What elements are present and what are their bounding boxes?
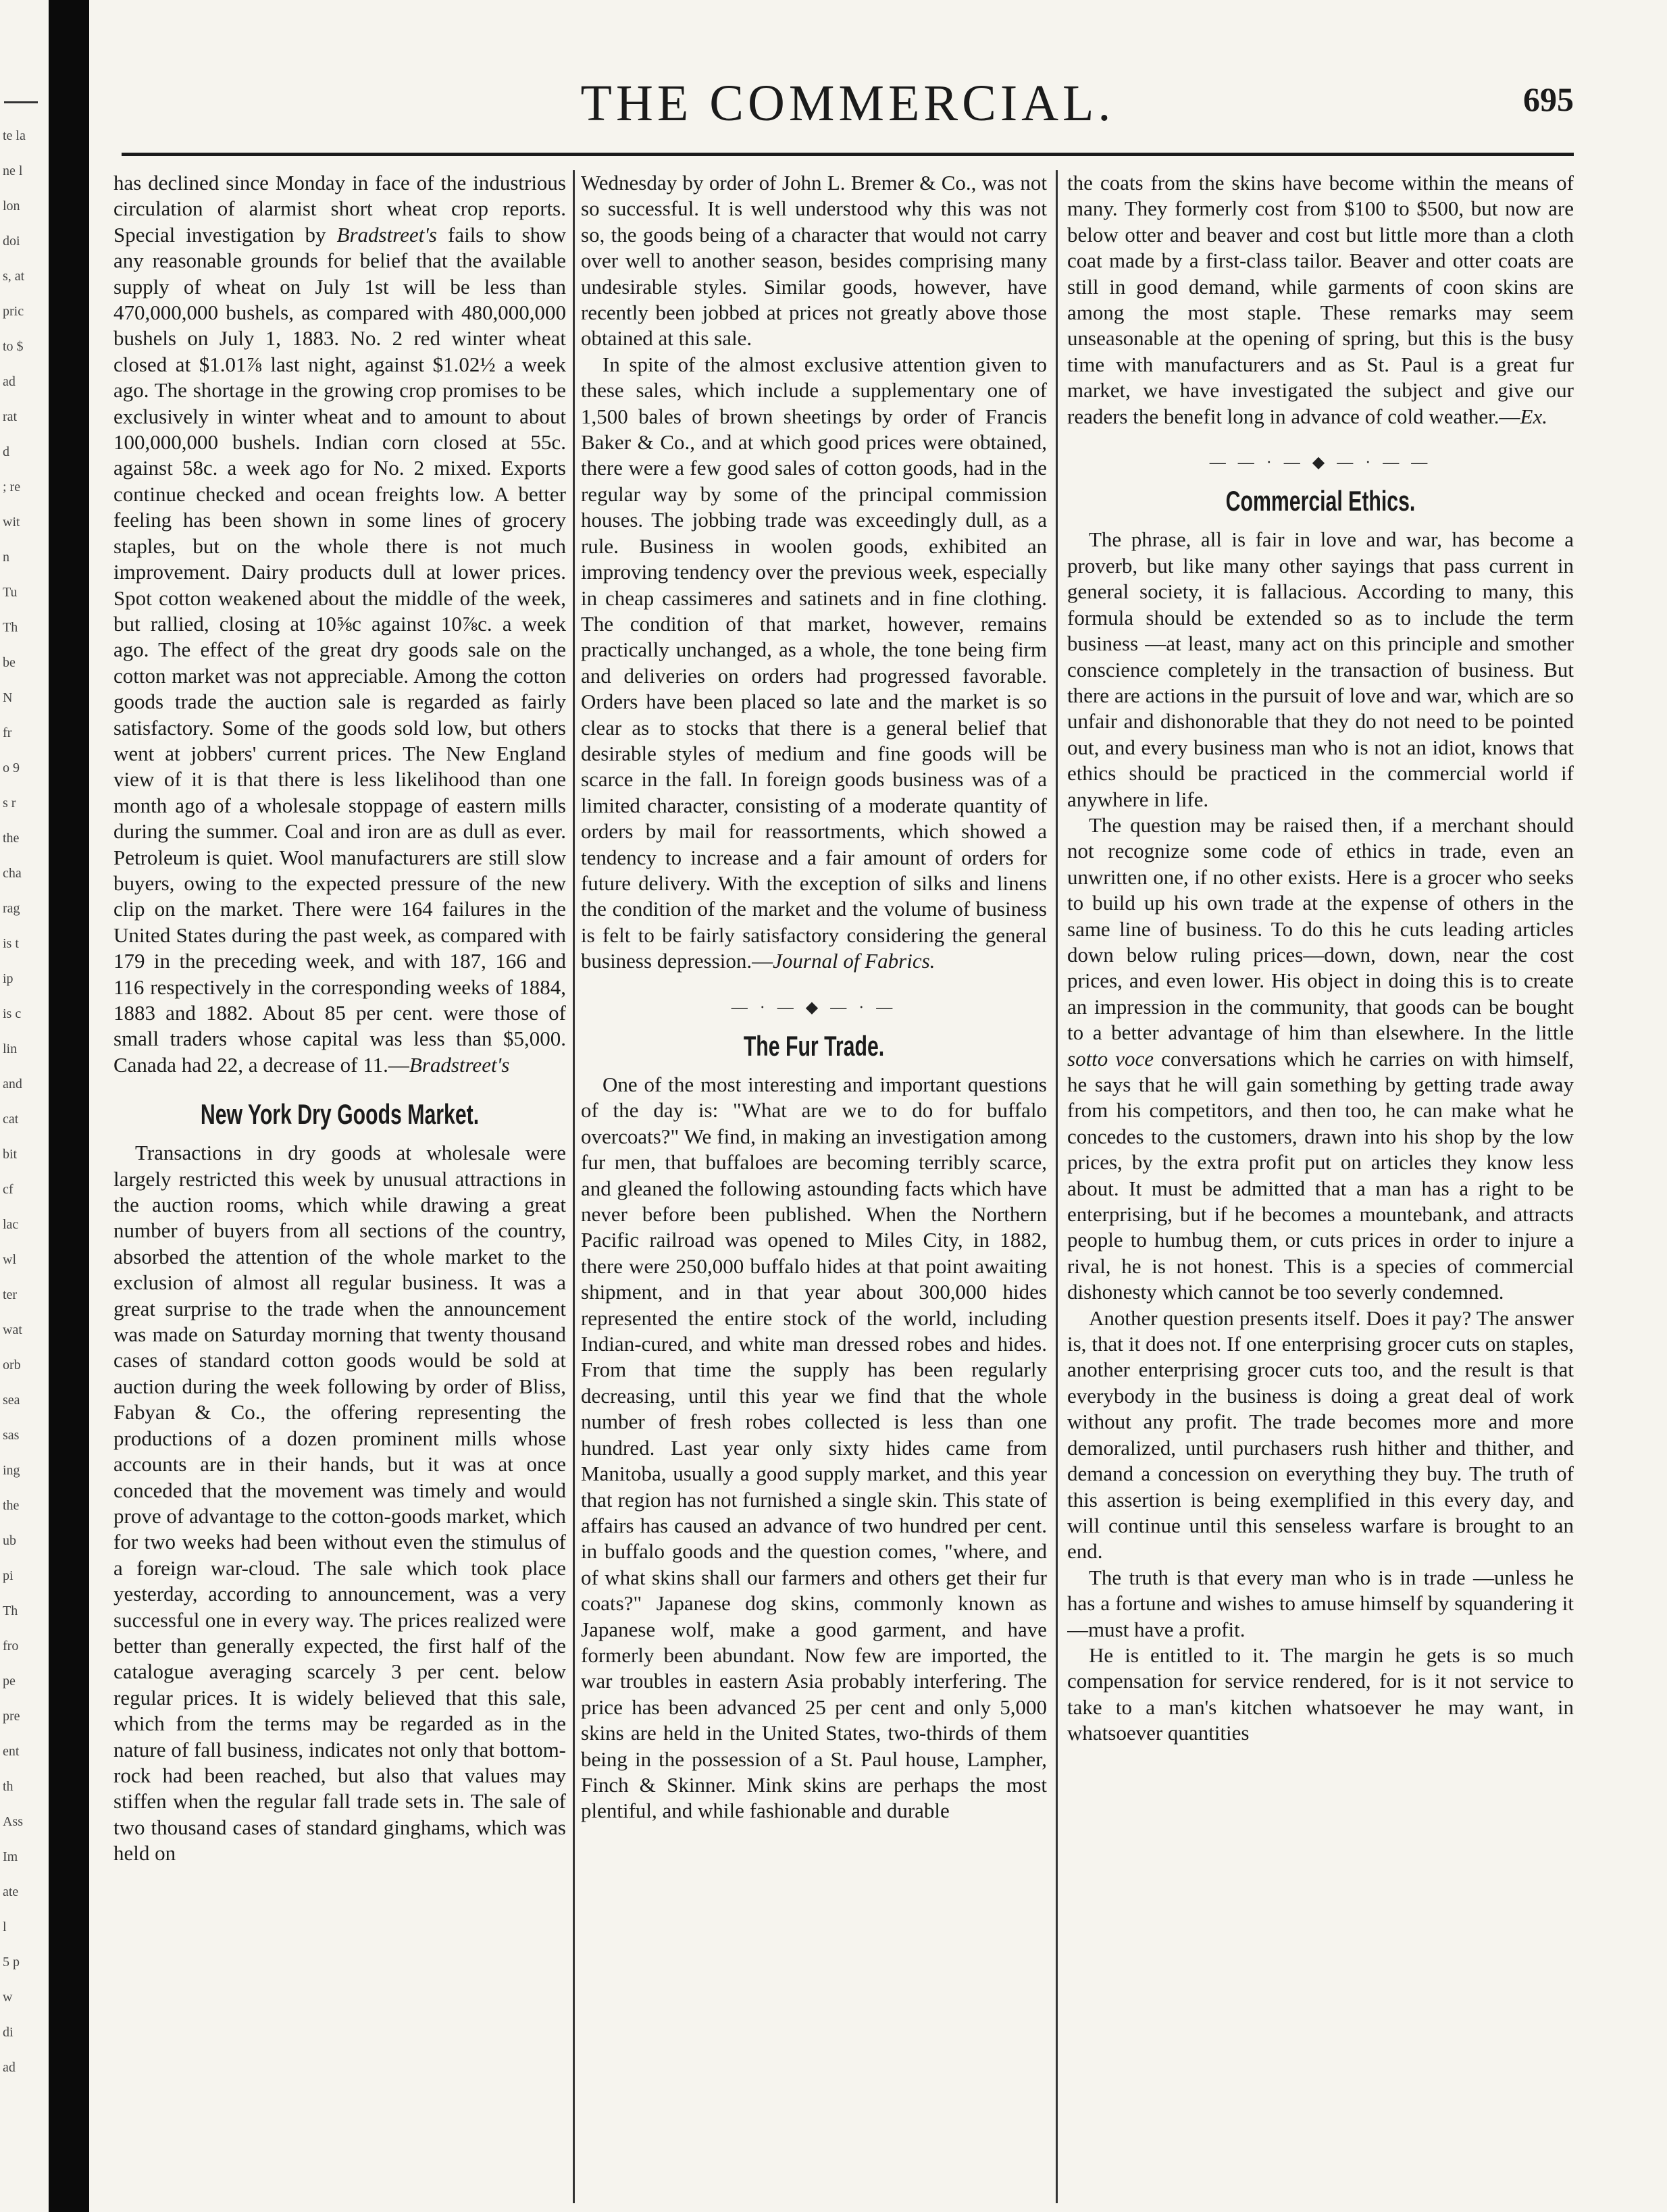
margin-fragment: rat [3,409,18,424]
margin-fragment: rag [3,901,20,916]
column-2 [581,170,1047,2203]
margin-fragment: d [3,444,9,459]
page-number: 695 [1523,80,1574,118]
margin-fragment: fro [3,1639,19,1653]
margin-fragment: fr [3,725,12,740]
margin-fragment: th [3,1779,14,1794]
margin-fragment: ad [3,2060,16,2075]
margin-fragment: be [3,655,16,670]
margin-fragment: Tu [3,585,18,600]
margin-fragment: o 9 [3,761,20,775]
margin-fragment: pric [3,304,24,319]
margin-fragment: is t [3,936,19,951]
margin-fragment: orb [3,1358,21,1372]
newspaper-title: THE COMMERCIAL. [580,75,1115,132]
margin-fragment: the [3,1498,20,1513]
article-text: The question may be raised then, if a merchant should not recognize some code of ethics in trade, even an unwritten one, if no other exists. Here is a grocer who seeks to build up his own trade at the expense of others in the same line of business. To do this he cuts leading articles down below ruling prices—down, down, near the cost prices, and even lower. His object in doing this is to create an impression in the community, that goods can be bought to a better advantage of him than elsewhere. In the little sotto voce conversations which he carries on with himself, he says that he will gain something by getting trade away from his competitors, and then too, he can make what he concedes to the customers, drawn into his shop by the low prices, by the extra profit put on articles they know less about. It must be admitted that a man has a right to be enterprising, but if he becomes a mountebank, and attracts people to humbug them, or cuts prices in order to injure a rival, he is not honest. This is a species of commercial dishonesty which cannot be too severly condemned. [1067,813,1574,1304]
margin-fragment: Th [3,1603,18,1618]
margin-fragment: lac [3,1217,19,1232]
article-text: He is entitled to it. The margin he gets is so much compensation for service rendered, for is it not service to take to a man's kitchen whatsoever he may want, in whatsoever quantities [1067,1643,1574,1745]
margin-fragment: cat [3,1112,19,1127]
margin-fragment: 5 p [3,1955,20,1970]
margin-fragment: doi [3,234,20,249]
column-1 [113,170,566,2203]
article-text: Transactions in dry goods at wholesale were largely restricted this week by unusual attractions in the auction rooms, which while drawing a great number of buyers from all sections of the country, absorbed the attention of the whole market to the exclusion of almost all regular business. It was a great surprise to the trade when the announcement was made on Saturday morning that twenty thousand cases of standard cotton goods would be sold at auction during the week following by order of Bliss, Fabyan & Co., the offering representing the productions of a dozen prominent mills whose accounts are in their hands, but it was at once conceded that the movement was timely and would prove of advantage to the cotton-goods market, which for two weeks had been without even the stimulus of a foreign war-cloud. The sale which took place yesterday, according to announcement, was a very successful one in every way. The prices realized were better than generally expected, the first half of the catalogue averaging scarcely 3 per cent. below regular prices. It is widely believed that this sale, which from the terms may be regarded as in the nature of fall business, indicates not only that bottom-rock had been reached, but also that values may stiffen when the regular fall trade sets in. The sale of two thousand cases of standard ginghams, which was held on [113,1141,566,1866]
section-separator: — — · — ◆ — · — — [1209,454,1432,472]
margin-fragment: to $ [3,339,24,354]
margin-fragment: and [3,1077,22,1091]
article-text: Wednesday by order of John L. Bremer & Co., was not so successful. It is well understood why this was not so, the goods being of a character that would not carry over well to another season, besides comprising many undesirable styles. Similar goods, however, have recently been jobbed at prices not greatly above those obtained at this sale. [581,171,1047,351]
margin-fragment: cf [3,1182,14,1197]
margin-fragment: cha [3,866,22,881]
margin-fragment: s, at [3,269,25,284]
margin-fragment: ne l [3,163,23,178]
adjacent-page-fragments [0,101,47,2128]
article-text: The phrase, all is fair in love and war, has become a proverb, but like many other sayings that pass current in general society, it is fallacious. According to many, this formula should be extended so as to include the term business —at least, many act on this principle and smother conscience completely in the transaction of business. But there are actions in the pursuit of love and war, which are so unfair and dishonorable that they do not need to be pointed out, and every business man who is not an idiot, knows that ethics should be practiced in the commercial world if anywhere in life. [1067,528,1574,811]
margin-fragment: N [3,690,13,705]
margin-fragment: ate [3,1884,19,1899]
italic-phrase: sotto voce [1067,1046,1154,1071]
column-3 [1067,170,1574,2203]
article-text: In spite of the almost exclusive attention given to these sales, which include a supplementary one of 1,500 bales of brown sheetings by order of Francis Baker & Co., and at which good prices were obtained, there were a few good sales of cotton goods, had in the regular way by some of the principal commission houses. The jobbing trade was exceedingly dull, as a rule. Business in woolen goods, exhibited an improving tendency over the previous week, especially in cheap cassimeres and satinets and in fine clothing. The condition of that market, however, remains practically unchanged, as a whole, the tone being firm and deliveries on orders had progressed favorable. Orders have been placed so late and the market is so clear as to stocks that there is a general belief that desirable styles of medium and fine goods will be scarce in the fall. In foreign goods business was of a limited character, consisting of a moderate quantity of orders by mail for reassortments, which showed a tendency to increase and a fair amount of orders for future delivery. With the exception of silks and linens the condition of the market and the volume of business is felt to be fairly satisfactory considering the general business depression.—Journal of Fabrics. [581,352,1047,973]
article-text: One of the most interesting and important questions of the day is: "What are we to do for buffalo overcoats?" We find, in making an investigation among fur men, that buffaloes are becoming terribly scarce, and gleaned the following astounding facts which have never before been published. When the Northern Pacific railroad was opened to Miles City, in 1882, there were 250,000 buffalo hides at that point awaiting shipment, and in that year about 300,000 hides represented the entire stock of the world, including Indian-cured, and white man dressed robes and hides. From that time the supply has been regularly decreasing, until this year we find that the whole number of fresh robes collected is less than one hundred. Last year only sixty hides came from Manitoba, usually a good supply market, and this year that region has not furnished a single skin. This state of affairs has caused an advance of two hundred per cent. in buffalo goods and the question comes, "where, and of what skins shall our farmers and others get their fur coats?" Japanese dog skins, commonly known as Japanese wolf, make a good garment, and have formerly been abundant. Now few are imported, the war troubles in eastern Asia probably interfering. The price has been advanced 25 per cent and only 5,000 skins are held in the United States, two-thirds of them being in the possession of a St. Paul house, Lampher, Finch & Skinner. Mink skins are perhaps the most plentiful, and while fashionable and durable [581,1073,1047,1823]
margin-fragment: pe [3,1674,16,1689]
section-heading: Commercial Ethics. [1225,485,1416,517]
margin-fragment: w [3,1990,13,2005]
margin-fragment: is c [3,1006,22,1021]
source-credit: Ex. [1520,404,1547,428]
article-text: Another question presents itself. Does it pay? The answer is, that it does not. If one enterprising grocer cuts on staples, another enterprising grocer cuts too, and the result is that everybody in the business is doing a great deal of work without any profit. The trade becomes more and more demoralized, until purchasers rush hither and thither, and demand a concession on everything they buy. The truth of this assertion is being exemplified in this every day, and will continue until this senseless warfare is brought to an end. [1067,1306,1574,1564]
margin-fragment: ; re [3,480,21,494]
margin-fragment: the [3,831,20,846]
header-rule [122,153,1574,156]
margin-fragment: Im [3,1849,18,1864]
article-text: has declined since Monday in face of the industrious circulation of alarmist short wheat crop reports. Special investigation by Bradstreet's fails to show any reasonable grounds for belief that the available supply of wheat on July 1st will be less than 470,000,000 bushels, as compared with 480,000,000 bushels on July 1, 1883. No. 2 red winter wheat closed at $1.01⅞ last night, against $1.02½ a week ago. The shortage in the growing crop promises to be exclusively in winter wheat and to amount to about 100,000,000 bushels. Indian corn closed at 55c. against 58c. a week ago for No. 2 mixed. Exports continue checked and ocean freights low. A better feeling has been shown in some lines of grocery staples, but on the whole there is not much improvement. Dairy products dull at lower prices. Spot cotton weakened about the middle of the week, but rallied, closing at 10⅝c against 10⅞c. a week ago. The effect of the great dry goods sale on the cotton market was not appreciable. Among the cotton goods trade the auction sale is regarded as fairly satisfactory. Some of the goods sold low, but others went at jobbers' current prices. The New England view of it is that there is less likelihood than one month ago of a wholesale stoppage of eastern mills during the summer. Coal and iron are as dull as ever. Petroleum is quiet. Wool manufacturers are still slow buyers, owing to the expected pressure of the new clip on the market. There were 164 failures in the United States during the past week, as compared with 179 in the preceding week, and with 187, 166 and 116 respectively in the corresponding weeks of 1884, 1883 and 1882. About 85 per cent. were those of small traders whose capital was less than $5,000. Canada had 22, a decrease of 11.—Bradstreet's [113,171,566,1077]
margin-fragment: te la [3,128,26,143]
margin-fragment: n [3,550,9,565]
column-divider [1056,170,1058,2203]
page-header [122,74,1574,155]
margin-fragment: ad [3,374,16,389]
article-text: the coats from the skins have become within the means of many. They formerly cost from $100 to $500, but now are below otter and beaver and cost but little more than a cloth coat made by a first-class tailor. Beaver and otter coats are still in good demand, while garments of coon skins are among the most staple. These remarks may seem unseasonable at the opening of spring, but this is the busy time with manufacturers and as St. Paul is a great fur market, we have investigated the subject and give our readers the benefit long in advance of cold weather.—Ex. [1067,171,1574,428]
margin-fragment: l [3,1920,7,1934]
margin-fragment: ent [3,1744,20,1759]
margin-fragment: Ass [3,1814,24,1829]
margin-fragment: ub [3,1533,16,1548]
section-heading: New York Dry Goods Market. [200,1098,480,1131]
scan-binding-shadow [49,0,89,2212]
margin-fragment: ing [3,1463,20,1478]
margin-fragment: Th [3,620,18,635]
margin-fragment: bit [3,1147,18,1162]
source-credit: Journal of Fabrics. [773,949,935,973]
source-credit: Bradstreet's [336,222,437,247]
margin-fragment: lon [3,199,20,213]
margin-fragment: sea [3,1393,20,1408]
margin-fragment: wat [3,1322,22,1337]
margin-fragment: wit [3,515,20,530]
margin-fragment: sas [3,1428,20,1443]
margin-fragment: pi [3,1568,14,1583]
section-separator: — · — ◆ — · — [731,998,897,1017]
article-text: The truth is that every man who is in trade —unless he has a fortune and wishes to amuse himself by squandering it—must have a profit. [1067,1565,1574,1641]
margin-fragment: lin [3,1041,18,1056]
margin-fragment: wl [3,1252,16,1267]
column-divider [573,170,575,2203]
source-credit: Bradstreet's [409,1052,510,1077]
margin-fragment: s r [3,796,16,811]
section-heading: The Fur Trade. [743,1030,885,1062]
margin-fragment: ter [3,1287,18,1302]
margin-rule [4,101,38,103]
margin-fragment: di [3,2025,14,2040]
margin-fragment: pre [3,1709,20,1724]
margin-fragment: ip [3,971,14,986]
